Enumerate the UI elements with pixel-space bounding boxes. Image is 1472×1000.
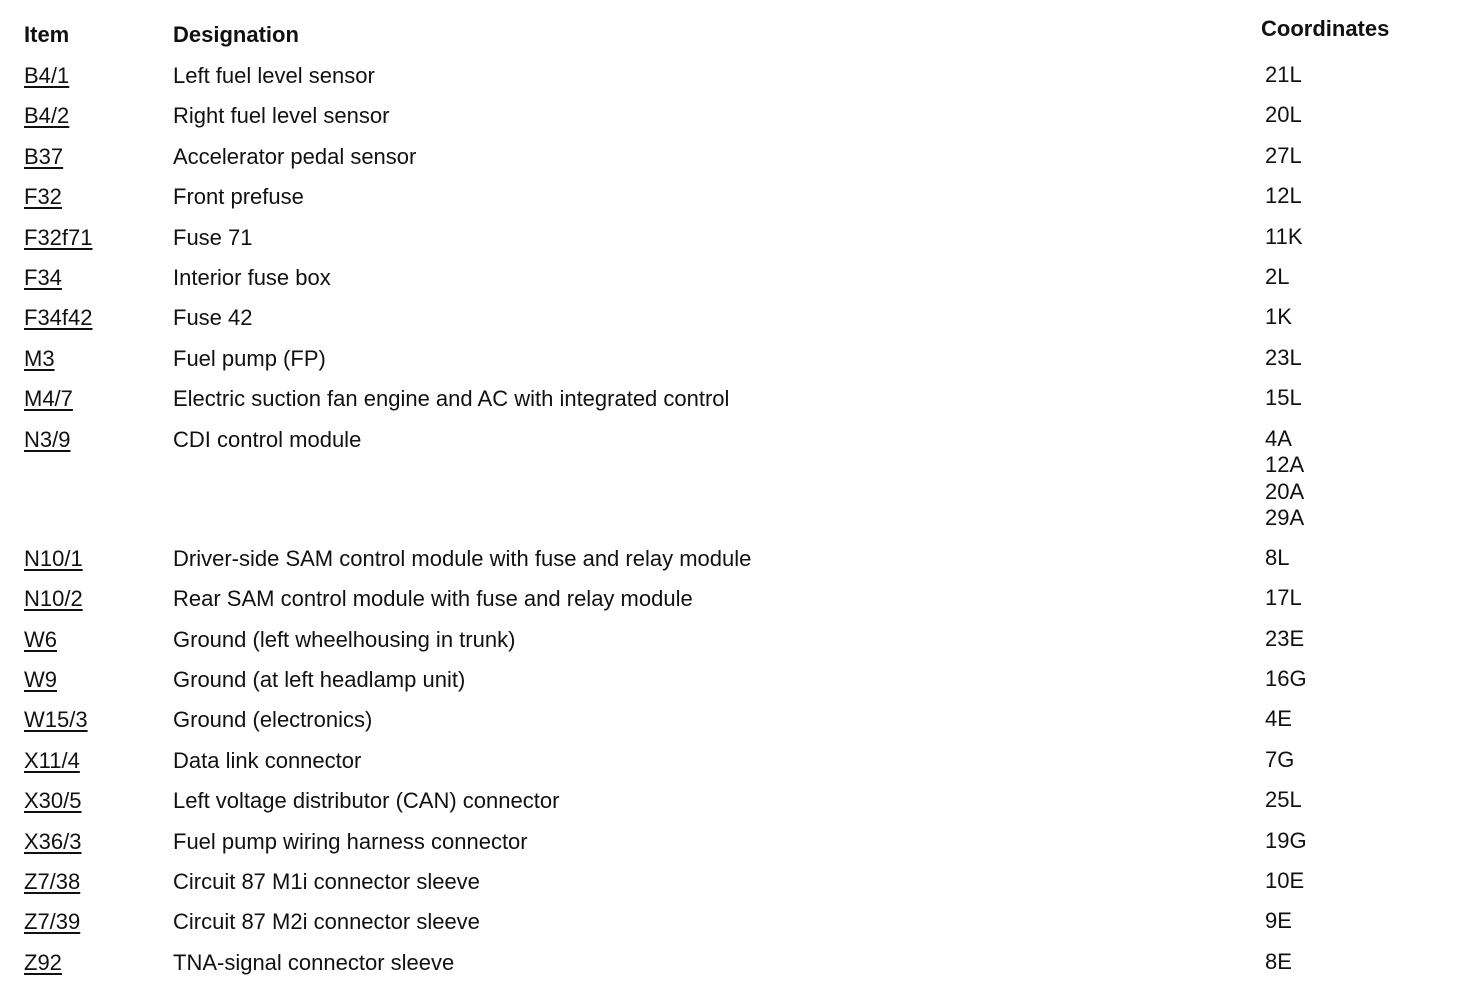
coordinate-value: 29A	[1265, 505, 1305, 531]
designation-text: Right fuel level sensor	[173, 103, 390, 129]
coordinate-value: 4A	[1265, 425, 1292, 451]
coordinates-cell	[1265, 626, 1472, 653]
designation-text: Left voltage distributor (CAN) connector	[173, 788, 560, 814]
coordinate-value: 11K	[1265, 223, 1303, 249]
coordinates-cell	[1265, 747, 1472, 774]
table-row	[0, 218, 1472, 258]
item-link[interactable]: B37	[24, 143, 64, 169]
item-link[interactable]: F32f71	[24, 224, 93, 250]
table-row	[0, 700, 1472, 740]
table-row	[0, 822, 1472, 862]
table-row	[0, 862, 1472, 902]
header-designation: Designation	[173, 22, 299, 47]
coordinate-value: 23L	[1265, 344, 1302, 370]
coordinate-value: 1K	[1265, 304, 1292, 330]
coordinate-value: 2L	[1265, 263, 1290, 289]
designation-text: Driver-side SAM control module with fuse and relay module	[173, 545, 752, 571]
designation-text: Fuse 71	[173, 224, 253, 250]
designation-text: Interior fuse box	[173, 264, 331, 290]
item-link[interactable]: F32	[24, 184, 62, 210]
coordinate-value: 7G	[1265, 746, 1295, 772]
coordinate-value: 8L	[1265, 544, 1290, 570]
designation-text: TNA-signal connector sleeve	[173, 949, 455, 975]
table-row	[0, 339, 1472, 379]
coordinate-value: 12A	[1265, 452, 1305, 478]
coordinates-cell	[1265, 102, 1472, 129]
coordinate-value: 19G	[1265, 827, 1307, 853]
coordinates-cell	[1265, 183, 1472, 210]
designation-text: Fuel pump (FP)	[173, 345, 326, 371]
item-link[interactable]: F34f42	[24, 305, 93, 331]
designation-text: Data link connector	[173, 747, 362, 773]
table-row	[0, 96, 1472, 136]
designation-text: Circuit 87 M1i connector sleeve	[173, 869, 480, 895]
coordinate-value: 20A	[1265, 478, 1305, 504]
table-row	[0, 539, 1472, 579]
item-link[interactable]: X11/4	[24, 747, 80, 773]
item-link[interactable]: Z92	[24, 949, 62, 975]
coordinate-value: 15L	[1265, 385, 1302, 411]
item-link[interactable]: Z7/38	[24, 869, 81, 895]
coordinate-value: 20L	[1265, 102, 1302, 128]
coordinate-value: 10E	[1265, 868, 1305, 894]
designation-text: CDI control module	[173, 426, 362, 452]
table-row	[0, 56, 1472, 96]
coordinates-cell	[1265, 545, 1472, 572]
coordinate-value: 8E	[1265, 948, 1292, 974]
item-link[interactable]: W15/3	[24, 707, 88, 733]
table-row	[0, 943, 1472, 983]
coordinates-cell	[1265, 706, 1472, 733]
header-coordinates: Coordinates	[1261, 16, 1390, 41]
item-link[interactable]: B4/1	[24, 63, 70, 88]
item-link[interactable]: B4/2	[24, 103, 70, 129]
coordinates-cell	[1265, 868, 1472, 895]
coordinates-cell	[1265, 385, 1472, 412]
table-row	[0, 420, 1472, 539]
coordinate-value: 4E	[1265, 706, 1292, 732]
designation-text: Accelerator pedal sensor	[173, 143, 417, 169]
coordinates-cell	[1265, 345, 1472, 372]
coordinate-value: 16G	[1265, 666, 1307, 692]
coordinates-cell	[1265, 949, 1472, 976]
designation-text: Fuse 42	[173, 305, 253, 331]
table-row	[0, 258, 1472, 298]
table-row	[0, 620, 1472, 660]
coordinate-value: 23E	[1265, 625, 1305, 651]
coordinates-cell	[1265, 304, 1472, 331]
table-row	[0, 579, 1472, 619]
designation-text: Rear SAM control module with fuse and relay module	[173, 586, 693, 612]
table-row	[0, 741, 1472, 781]
designation-text: Electric suction fan engine and AC with integrated control	[173, 386, 730, 412]
table-row	[0, 177, 1472, 217]
coordinates-cell	[1265, 666, 1472, 693]
table-body	[0, 56, 1472, 983]
coordinates-cell	[1265, 264, 1472, 291]
designation-text: Fuel pump wiring harness connector	[173, 828, 528, 854]
designation-text: Ground (at left headlamp unit)	[173, 667, 466, 693]
coordinates-cell	[1265, 426, 1472, 532]
table-row	[0, 902, 1472, 942]
coordinate-value: 9E	[1265, 908, 1292, 934]
coordinate-value: 12L	[1265, 183, 1302, 209]
designation-text: Left fuel level sensor	[173, 63, 375, 88]
coordinate-value: 17L	[1265, 585, 1302, 611]
header-item: Item	[24, 22, 70, 47]
item-link[interactable]: N3/9	[24, 426, 71, 452]
designation-text: Front prefuse	[173, 184, 304, 210]
table-row	[0, 137, 1472, 177]
coordinate-value: 21L	[1265, 62, 1302, 87]
coordinates-cell	[1265, 62, 1472, 89]
item-link[interactable]: M3	[24, 345, 55, 371]
item-link[interactable]: W9	[24, 667, 57, 693]
designation-text: Ground (electronics)	[173, 707, 373, 733]
coordinates-cell	[1265, 908, 1472, 935]
designation-text: Circuit 87 M2i connector sleeve	[173, 909, 480, 935]
item-link[interactable]: X36/3	[24, 828, 82, 854]
item-link[interactable]: W6	[24, 626, 57, 652]
item-link[interactable]: Z7/39	[24, 909, 81, 935]
table-header	[0, 14, 1472, 50]
item-link[interactable]: M4/7	[24, 386, 73, 412]
coordinate-value: 25L	[1265, 787, 1302, 813]
table-row	[0, 298, 1472, 338]
designation-text: Ground (left wheelhousing in trunk)	[173, 626, 516, 652]
item-link[interactable]: N10/2	[24, 586, 83, 612]
table-row	[0, 660, 1472, 700]
coordinates-cell	[1265, 787, 1472, 814]
coordinate-value: 27L	[1265, 142, 1302, 168]
table-row	[0, 379, 1472, 419]
coordinates-cell	[1265, 828, 1472, 855]
coordinates-cell	[1265, 585, 1472, 612]
table-row	[0, 781, 1472, 821]
coordinates-cell	[1265, 143, 1472, 170]
item-link[interactable]: X30/5	[24, 788, 82, 814]
item-link[interactable]: F34	[24, 264, 62, 290]
coordinates-cell	[1265, 224, 1472, 251]
item-link[interactable]: N10/1	[24, 545, 83, 571]
